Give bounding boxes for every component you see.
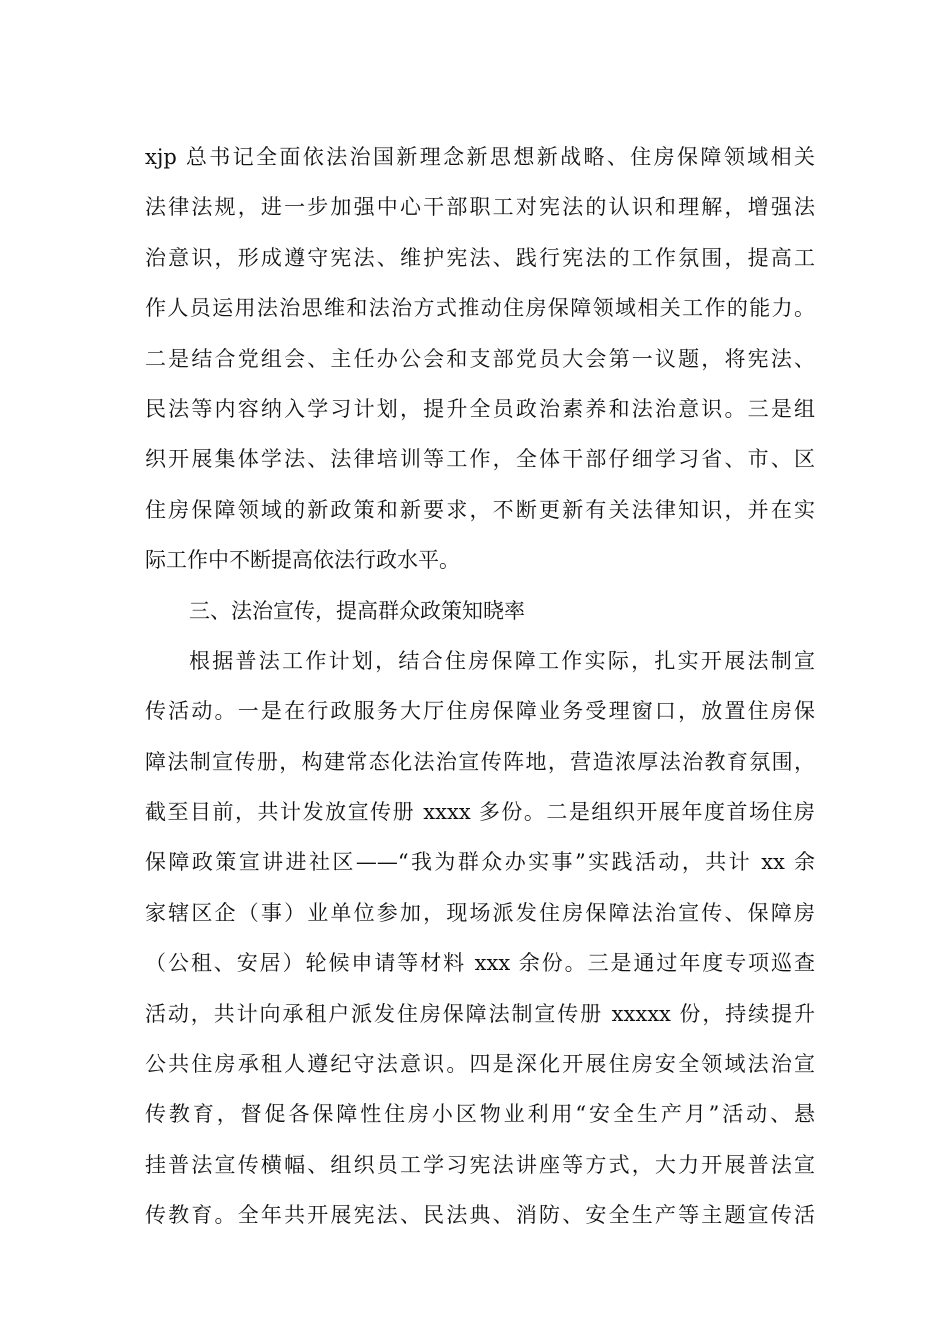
text-line: 传教育，督促各保障性住房小区物业利用“安全生产月”活动、悬 (145, 1102, 815, 1127)
text-line: 障法制宣传册，构建常态化法治宣传阵地，营造浓厚法治教育氛围， (145, 749, 815, 774)
text-line: 传教育。全年共开展宪法、民法典、消防、安全生产等主题宣传活 (145, 1203, 815, 1228)
text-line: 家辖区企（事）业单位参加，现场派发住房保障法治宣传、保障房 (145, 900, 815, 925)
text-line: 住房保障领域的新政策和新要求，不断更新有关法律知识，并在实 (145, 497, 815, 522)
text-line: 治意识，形成遵守宪法、维护宪法、践行宪法的工作氛围，提高工 (145, 245, 815, 270)
text-line: 织开展集体学法、法律培训等工作，全体干部仔细学习省、市、区 (145, 447, 815, 472)
text-line: 法律法规，进一步加强中心干部职工对宪法的认识和理解，增强法 (145, 195, 815, 220)
text-line: 民法等内容纳入学习计划，提升全员政治素养和法治意识。三是组 (145, 396, 815, 421)
text-line: 挂普法宣传横幅、组织员工学习宪法讲座等方式，大力开展普法宣 (145, 1152, 815, 1177)
text-line: 二是结合党组会、主任办公会和支部党员大会第一议题，将宪法、 (145, 346, 815, 371)
text-line: 根据普法工作计划，结合住房保障工作实际，扎实开展法制宣 (189, 648, 815, 673)
text-line: xjp 总书记全面依法治国新理念新思想新战略、住房保障领域相关 (145, 145, 815, 169)
document-body (145, 132, 815, 1241)
text-line: 作人员运用法治思维和法治方式推动住房保障领域相关工作的能力。 (145, 296, 815, 321)
text-line: 传活动。一是在行政服务大厅住房保障业务受理窗口，放置住房保 (145, 699, 815, 724)
text-line: 际工作中不断提高依法行政水平。 (145, 548, 460, 573)
text-line: 保障政策宣讲进社区——“我为群众办实事”实践活动，共计 xx 余 (145, 850, 815, 875)
text-line: 活动，共计向承租户派发住房保障法制宣传册 xxxxx 份，持续提升 (145, 1001, 815, 1026)
text-line: （公租、安居）轮候申请等材料 xxx 余份。三是通过年度专项巡查 (145, 951, 815, 976)
section-heading: 三、法治宣传，提高群众政策知晓率 (189, 598, 525, 623)
text-line: 公共住房承租人遵纪守法意识。四是深化开展住房安全领域法治宣 (145, 1052, 815, 1077)
text-line: 截至目前，共计发放宣传册 xxxx 多份。二是组织开展年度首场住房 (145, 800, 815, 825)
